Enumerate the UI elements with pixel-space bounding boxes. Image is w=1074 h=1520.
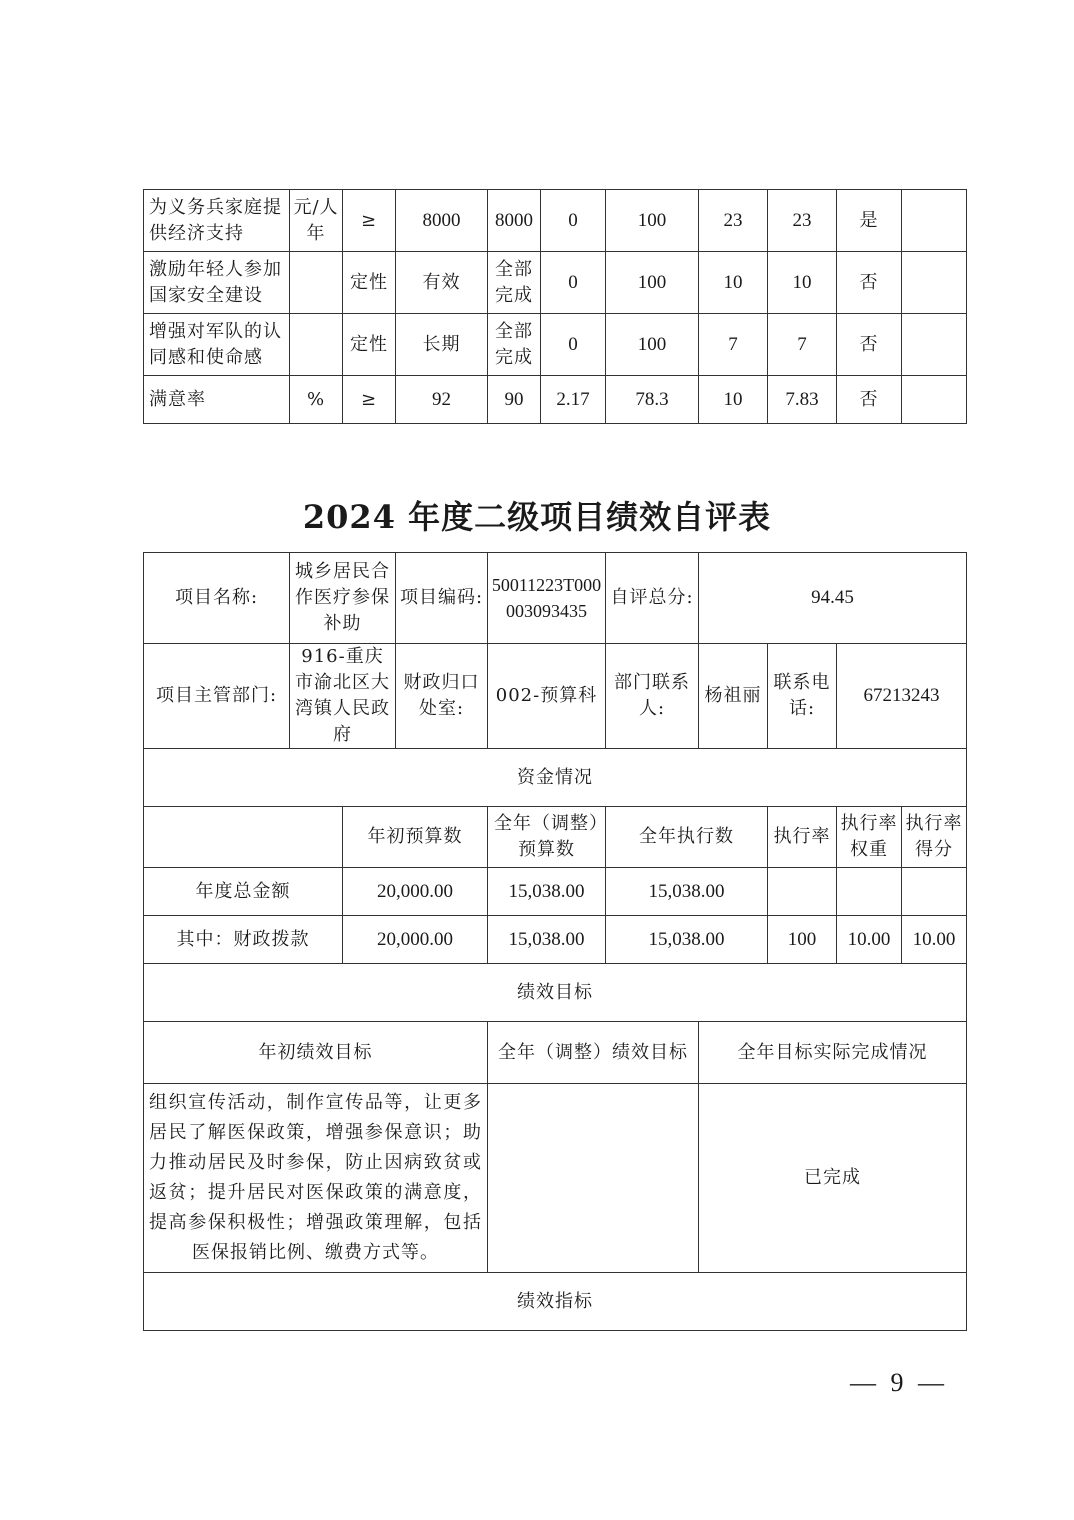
indicator-name: 增强对军队的认同感和使命感 — [144, 314, 290, 376]
performance-header-row — [144, 1022, 967, 1084]
indicator-note — [902, 314, 967, 376]
phone-value: 67213243 — [837, 644, 967, 749]
indicator-actual: 全部完成 — [488, 252, 541, 314]
performance-content-row — [144, 1084, 967, 1273]
indicator-deviation: 0 — [541, 252, 606, 314]
indicator-target: 有效 — [396, 252, 488, 314]
funding-section-title: 资金情况 — [144, 749, 967, 807]
indicator-note — [902, 376, 967, 424]
funding-rate: 100 — [768, 916, 837, 964]
funding-weight: 10.00 — [837, 916, 902, 964]
indicator-actual: 8000 — [488, 190, 541, 252]
col-initial-budget: 年初预算数 — [343, 807, 488, 868]
self-score-value: 94.45 — [699, 553, 967, 644]
indicator-operator: ≥ — [343, 376, 396, 424]
dept-label: 项目主管部门: — [144, 644, 290, 749]
col-exec-score: 执行率得分 — [902, 807, 967, 868]
page-title: 2024 年度二级项目绩效自评表 — [302, 498, 772, 536]
project-name-label: 项目名称: — [144, 553, 290, 644]
funding-initial: 20,000.00 — [343, 868, 488, 916]
dept-value: 916-重庆市渝北区大湾镇人民政府 — [290, 644, 396, 749]
indicator-score: 10 — [768, 252, 837, 314]
project-code-label: 项目编码: — [396, 553, 488, 644]
indicator-note — [902, 190, 967, 252]
funding-score: 10.00 — [902, 916, 967, 964]
indicator-flag: 是 — [837, 190, 902, 252]
indicator-weight: 23 — [699, 190, 768, 252]
indicator-flag: 否 — [837, 314, 902, 376]
indicator-flag: 否 — [837, 252, 902, 314]
funding-header-row — [144, 807, 967, 868]
funding-header-blank — [144, 807, 343, 868]
contact-value: 杨祖丽 — [699, 644, 768, 749]
table-row — [144, 916, 967, 964]
funding-weight — [837, 868, 902, 916]
indicator-rate: 100 — [606, 314, 699, 376]
col-actual-status: 全年目标实际完成情况 — [699, 1022, 967, 1084]
phone-label: 联系电话: — [768, 644, 837, 749]
indicator-target: 8000 — [396, 190, 488, 252]
indicator-unit: % — [290, 376, 343, 424]
indicator-operator: 定性 — [343, 314, 396, 376]
indicator-flag: 否 — [837, 376, 902, 424]
indicator-unit: 元/人年 — [290, 190, 343, 252]
indicator-unit — [290, 314, 343, 376]
indicator-actual: 90 — [488, 376, 541, 424]
col-exec-weight: 执行率权重 — [837, 807, 902, 868]
project-code-value: 50011223T000003093435 — [488, 553, 606, 644]
funding-row-label: 其中：财政拨款 — [144, 916, 343, 964]
col-executed: 全年执行数 — [606, 807, 768, 868]
indicator-operator: 定性 — [343, 252, 396, 314]
indicator-name: 为义务兵家庭提供经济支持 — [144, 190, 290, 252]
table-row — [144, 314, 967, 376]
indicator-rate: 100 — [606, 252, 699, 314]
indicator-target: 长期 — [396, 314, 488, 376]
indicators-section-title: 绩效指标 — [144, 1273, 967, 1331]
adjusted-goal-text — [488, 1084, 699, 1273]
funding-rate — [768, 868, 837, 916]
indicator-weight: 10 — [699, 376, 768, 424]
initial-goal-text: 组织宣传活动，制作宣传品等，让更多居民了解医保政策，增强参保意识；助力推动居民及时参保，防止因病致贫或返贫；提升居民对医保政策的满意度，提高参保积极性；增强政策理解，包括医保报销比例、缴费方式等。 — [144, 1084, 488, 1273]
funding-adjusted: 15,038.00 — [488, 868, 606, 916]
indicator-rate: 100 — [606, 190, 699, 252]
performance-section-title: 绩效目标 — [144, 964, 967, 1022]
self-score-label: 自评总分: — [606, 553, 699, 644]
indicator-unit — [290, 252, 343, 314]
actual-status-text: 已完成 — [699, 1084, 967, 1273]
performance-section-row — [144, 964, 967, 1022]
indicator-rate: 78.3 — [606, 376, 699, 424]
indicator-table-continued — [143, 189, 967, 424]
table-row — [144, 868, 967, 916]
indicator-target: 92 — [396, 376, 488, 424]
indicator-deviation: 0 — [541, 190, 606, 252]
indicator-actual: 全部完成 — [488, 314, 541, 376]
contact-label: 部门联系人: — [606, 644, 699, 749]
funding-initial: 20,000.00 — [343, 916, 488, 964]
indicator-score: 23 — [768, 190, 837, 252]
funding-section-row — [144, 749, 967, 807]
indicator-weight: 7 — [699, 314, 768, 376]
funding-adjusted: 15,038.00 — [488, 916, 606, 964]
table-row — [144, 376, 967, 424]
indicator-note — [902, 252, 967, 314]
indicator-score: 7 — [768, 314, 837, 376]
indicator-operator: ≥ — [343, 190, 396, 252]
indicator-name: 激励年轻人参加国家安全建设 — [144, 252, 290, 314]
table-row — [144, 252, 967, 314]
self-evaluation-table — [143, 552, 967, 1331]
page-number: — 9 — — [850, 1368, 948, 1397]
department-info-row — [144, 644, 967, 749]
funding-score — [902, 868, 967, 916]
finance-office-label: 财政归口处室: — [396, 644, 488, 749]
indicator-deviation: 2.17 — [541, 376, 606, 424]
indicator-deviation: 0 — [541, 314, 606, 376]
table-row — [144, 190, 967, 252]
indicators-section-row — [144, 1273, 967, 1331]
indicator-weight: 10 — [699, 252, 768, 314]
funding-executed: 15,038.00 — [606, 916, 768, 964]
col-adjusted-budget: 全年（调整）预算数 — [488, 807, 606, 868]
col-exec-rate: 执行率 — [768, 807, 837, 868]
indicator-score: 7.83 — [768, 376, 837, 424]
project-info-row — [144, 553, 967, 644]
funding-executed: 15,038.00 — [606, 868, 768, 916]
project-name-value: 城乡居民合作医疗参保补助 — [290, 553, 396, 644]
col-adjusted-goal: 全年（调整）绩效目标 — [488, 1022, 699, 1084]
funding-row-label: 年度总金额 — [144, 868, 343, 916]
indicator-name: 满意率 — [144, 376, 290, 424]
col-initial-goal: 年初绩效目标 — [144, 1022, 488, 1084]
finance-office-value: 002-预算科 — [488, 644, 606, 749]
